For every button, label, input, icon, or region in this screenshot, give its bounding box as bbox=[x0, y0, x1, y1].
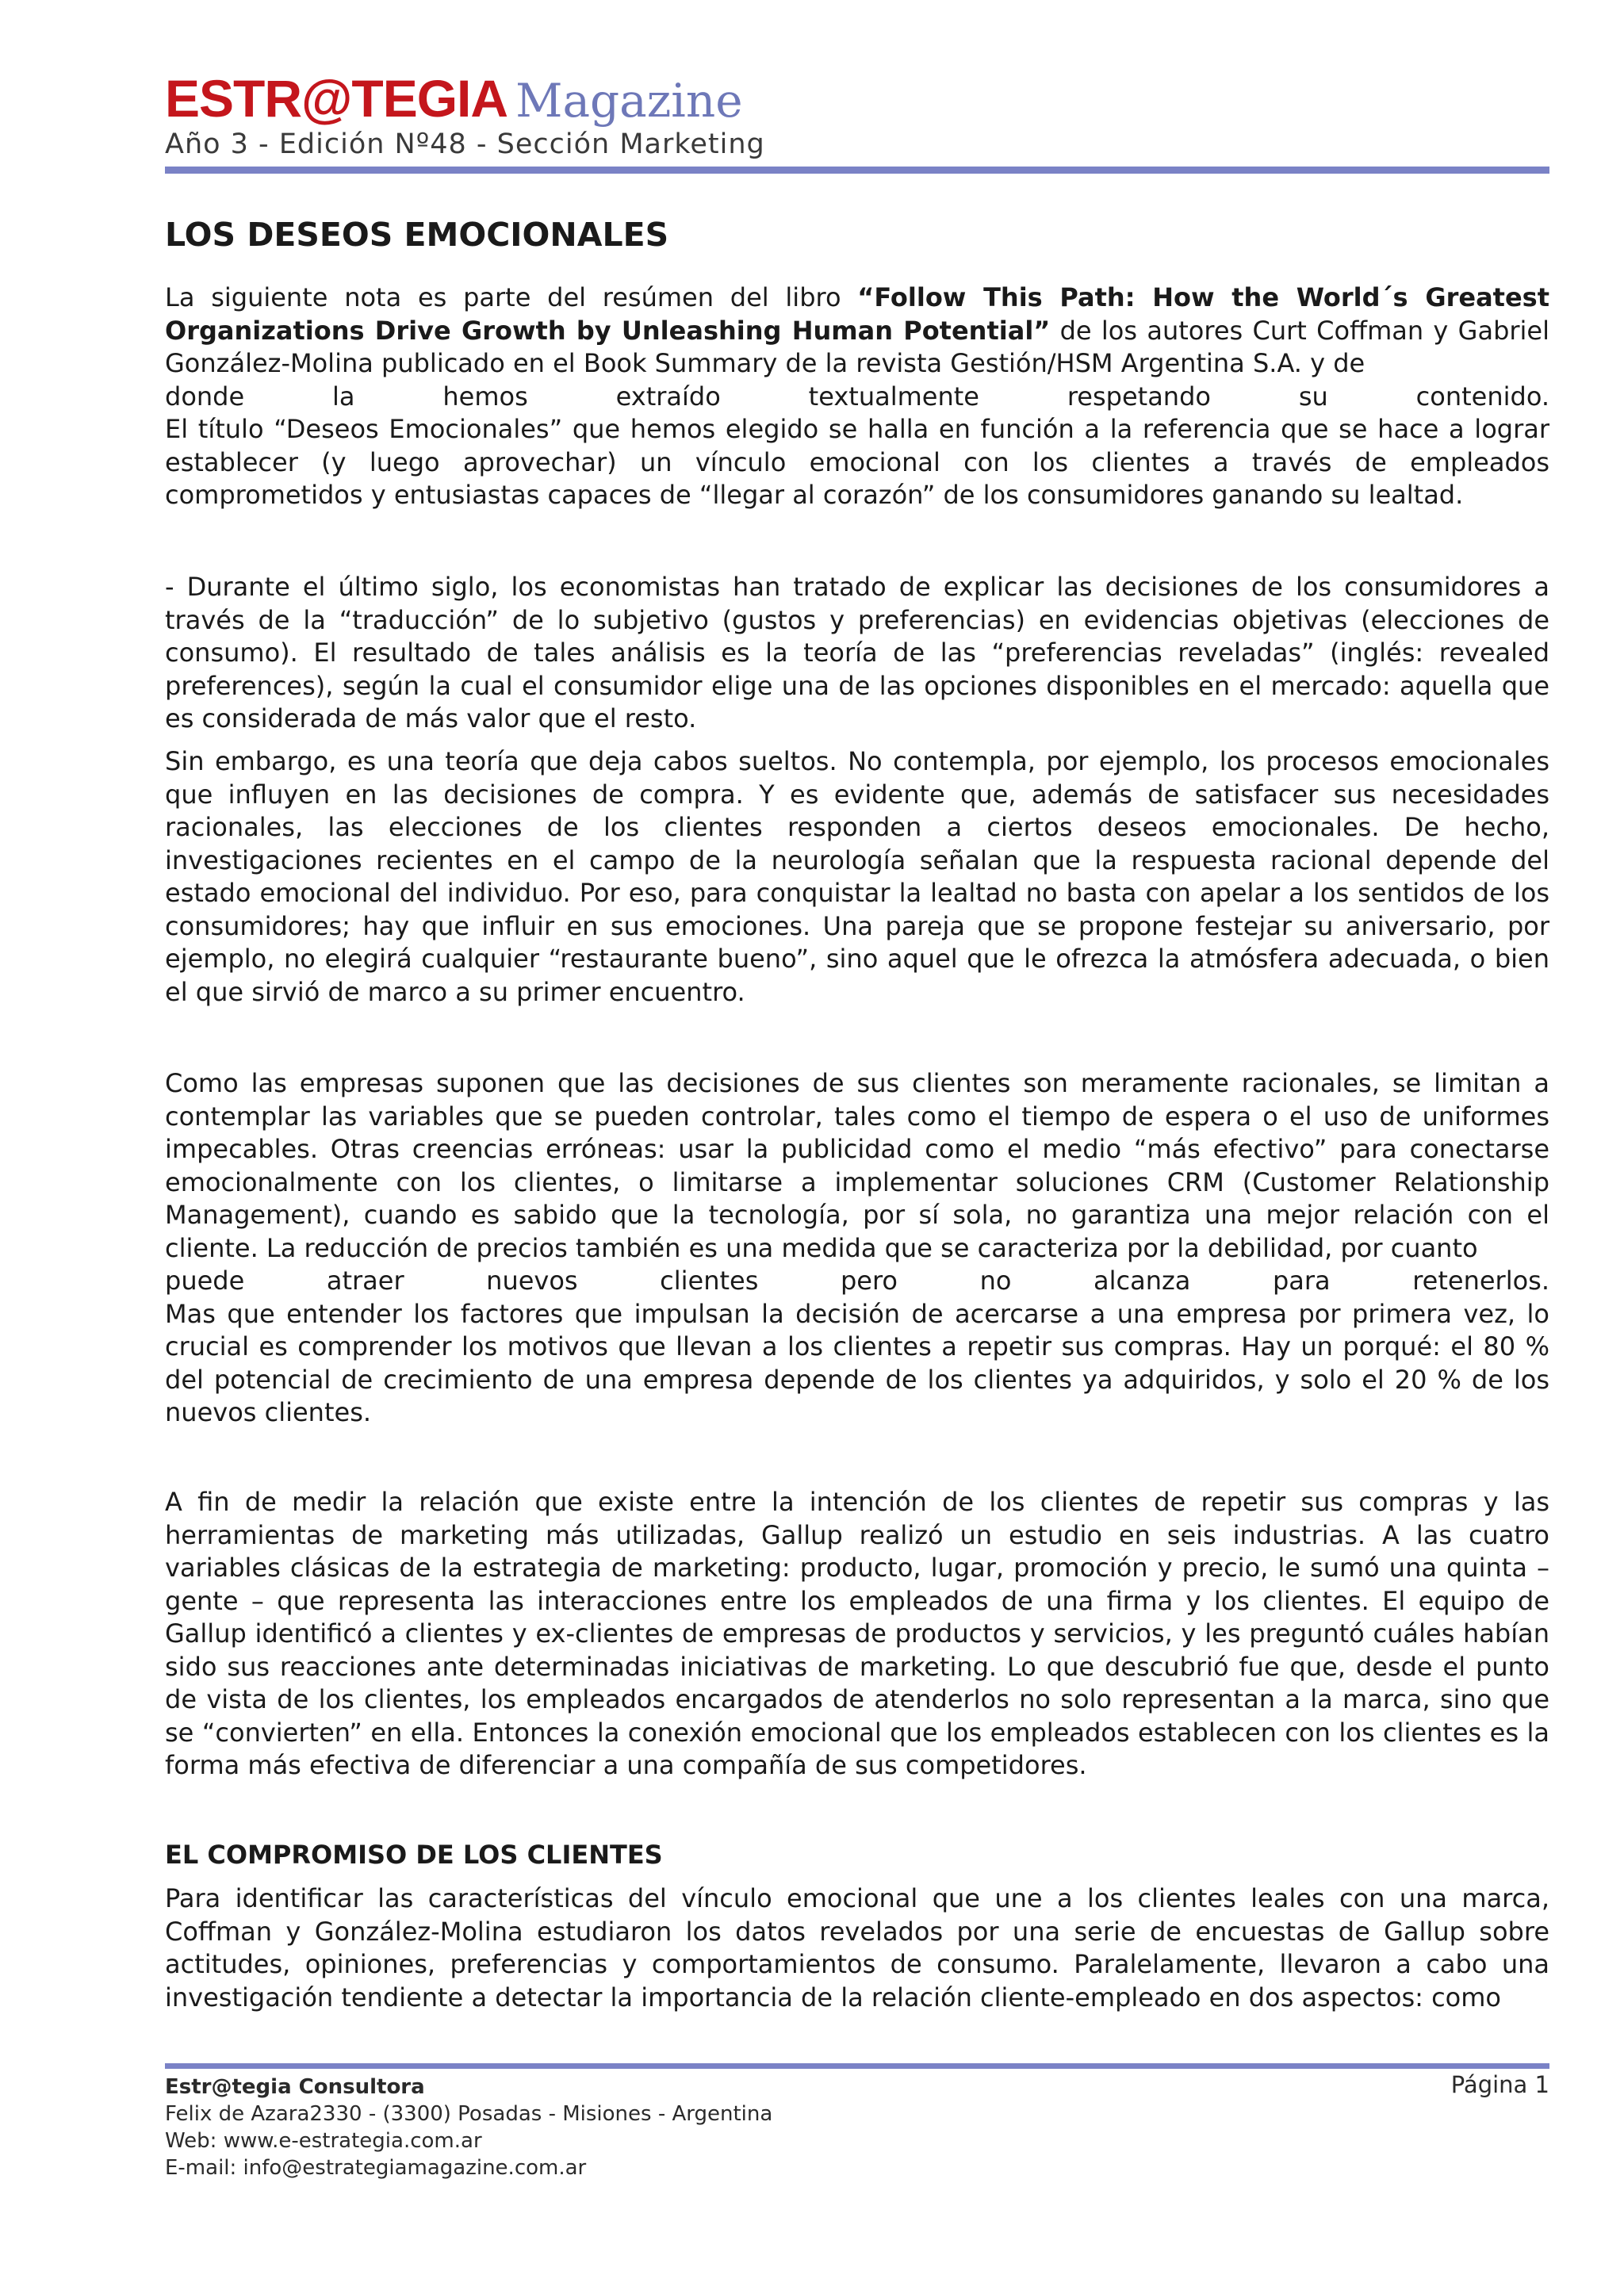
paragraph-2 bbox=[165, 745, 1549, 1009]
intro-after-title: de los autores Curt Coffman y Gabriel González-Molina publicado en el Book Summary de la revista Gestión/HSM Argentina S.A. y de bbox=[165, 315, 1549, 378]
paragraph-5 bbox=[165, 1882, 1549, 2014]
header-divider bbox=[165, 167, 1549, 174]
paragraph-1-text: - Durante el último siglo, los economistas han tratado de explicar las decisiones de los consumidores a través de la “traducción” de lo subjetivo (gustos y preferencias) en evidencias objetivas (elecciones de consumo). El resultado de tales análisis es la teoría de las “preferencias reveladas” (inglés: revealed preferences), según la cual el consumidor elige una de las opciones disponibles en el mercado: aquella que es considerada de más valor que el resto. bbox=[165, 572, 1549, 733]
article-title: LOS DESEOS EMOCIONALES bbox=[165, 216, 669, 254]
footer-web: Web: www.e-estrategia.com.ar bbox=[165, 2129, 482, 2153]
paragraph-1 bbox=[165, 571, 1549, 736]
paragraph-3 bbox=[165, 1067, 1549, 1430]
intro-paragraph bbox=[165, 281, 1549, 512]
paragraph-4 bbox=[165, 1486, 1549, 1783]
paragraph-3-spaced-line: puede atraer nuevos clientes pero no alcanza para retenerlos. bbox=[165, 1266, 1549, 1296]
footer-email: E-mail: info@estrategiamagazine.com.ar bbox=[165, 2156, 587, 2180]
intro-spaced-line: donde la hemos extraído textualmente respetando su contenido. bbox=[165, 381, 1549, 412]
paragraph-2-text: Sin embargo, es una teoría que deja cabos sueltos. No contempla, por ejemplo, los procesos emocionales que influyen en las decisiones de compra. Y es evidente que, además de satisfacer sus necesidades racionales, las elecciones de los clientes responden a ciertos deseos emocionales. De hecho, investigaciones recientes en el campo de la neurología señalan que la respuesta racional depende del estado emocional del individuo. Por eso, para conquistar la lealtad no basta con apelar a los sentidos de los consumidores; hay que influir en sus emociones. Una pareja que se propone festejar su aniversario, por ejemplo, no elegirá cualquier “restaurante bueno”, sino aquel que le ofrezca la atmósfera adecuada, o bien el que sirvió de marco a su primer encuentro. bbox=[165, 746, 1549, 1007]
brand-subtitle: Magazine bbox=[515, 74, 743, 128]
footer bbox=[165, 2074, 1549, 2181]
footer-company: Estr@tegia Consultora bbox=[165, 2075, 425, 2099]
paragraph-3-part-b: Mas que entender los factores que impulsan la decisión de acercarse a una empresa por primera vez, lo crucial es comprender los motivos que llevan a los clientes a repetir sus compras. Hay un porqué: el 80 % del potencial de crecimiento de una empresa depende de los clientes ya adquiridos, y solo el 20 % de los nuevos clientes. bbox=[165, 1298, 1549, 1427]
masthead-logo bbox=[165, 68, 743, 132]
book-title: “Follow This Path: How the World´s Greatest Organizations Drive Growth by Unleashing Human Potential” bbox=[165, 282, 1550, 346]
page-number: Página 1 bbox=[1450, 2071, 1549, 2098]
section-subheading: EL COMPROMISO DE LOS CLIENTES bbox=[165, 1840, 663, 1870]
footer-address: Felix de Azara2330 - (3300) Posadas - Misiones - Argentina bbox=[165, 2102, 773, 2126]
intro-lead: La siguiente nota es parte del resúmen del libro bbox=[165, 282, 858, 312]
intro-rest: El título “Deseos Emocionales” que hemos elegido se halla en función a la referencia que se hace a lograr establecer (y luego aprovechar) un vínculo emocional con los clientes a través de empleados comprometidos y entusiastas capaces de “llegar al corazón” de los consumidores ganando su lealtad. bbox=[165, 414, 1549, 510]
brand-name: ESTR@TEGIA bbox=[165, 69, 508, 128]
footer-divider bbox=[165, 2063, 1549, 2069]
edition-line: Año 3 - Edición Nº48 - Sección Marketing bbox=[165, 128, 765, 160]
paragraph-5-text: Para identificar las características del vínculo emocional que une a los clientes leales con una marca, Coffman y González-Molina estudiaron los datos revelados por una serie de encuestas de Gallup sobre actitudes, opiniones, preferencias y comportamientos de consumo. Paralelamente, llevaron a cabo una investigación tendiente a detectar la importancia de la relación cliente-empleado en dos aspectos: como bbox=[165, 1883, 1549, 2013]
paragraph-4-text: A fin de medir la relación que existe entre la intención de los clientes de repetir sus compras y las herramientas de marketing más utilizadas, Gallup realizó un estudio en seis industrias. A las cuatro variables clásicas de la estrategia de marketing: producto, lugar, promoción y precio, le sumó una quinta – gente – que representa las interacciones entre los empleados de una firma y los clientes. El equipo de Gallup identificó a clientes y ex-clientes de empresas de productos y servicios, y les preguntó cuáles habían sido sus reacciones ante determinadas iniciativas de marketing. Lo que descubrió fue que, desde el punto de vista de los clientes, los empleados encargados de atenderlos no solo representan a la marca, sino que se “convierten” en ella. Entonces la conexión emocional que los empleados establecen con los clientes es la forma más efectiva de diferenciar a una compañía de sus competidores. bbox=[165, 1487, 1549, 1780]
paragraph-3-part-a: Como las empresas suponen que las decisiones de sus clientes son meramente racionales, se limitan a contemplar las variables que se pueden controlar, tales como el tiempo de espera o el uso de uniformes impecables. Otras creencias erróneas: usar la publicidad como el medio “más efectivo” para conectarse emocionalmente con los clientes, o limitarse a implementar soluciones CRM (Customer Relationship Management), cuando es sabido que la tecnología, por sí sola, no garantiza una mejor relación con el cliente. La reducción de precios también es una medida que se caracteriza por la debilidad, por cuanto bbox=[165, 1068, 1549, 1263]
